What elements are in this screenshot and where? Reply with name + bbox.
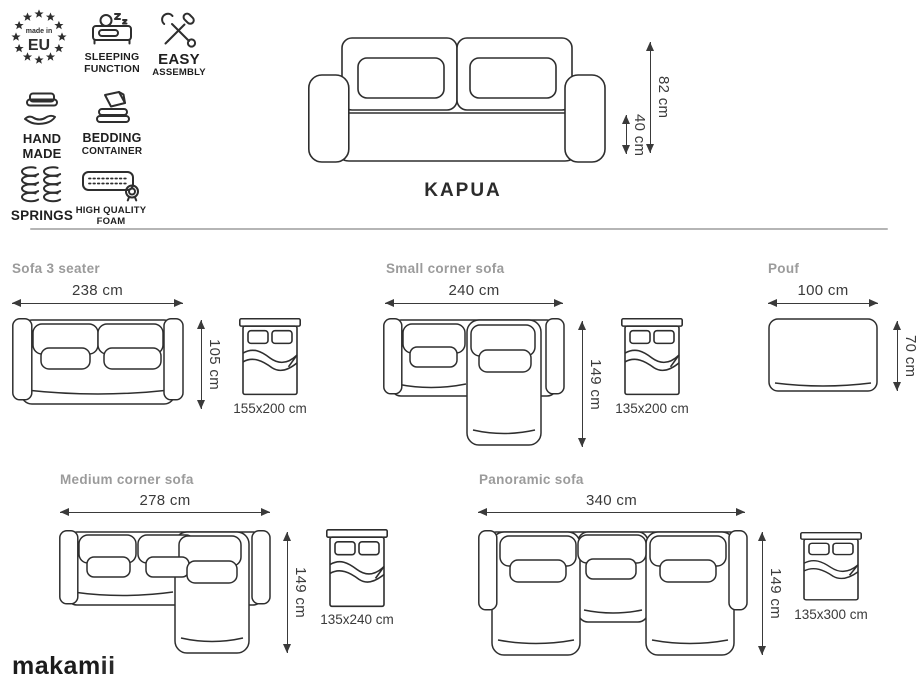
width-arrow-small-corner bbox=[385, 303, 563, 304]
width-arrow-medium-corner bbox=[60, 512, 270, 513]
bed-icon bbox=[621, 318, 683, 398]
hand-made-icon bbox=[21, 92, 63, 128]
made-in-label: made in bbox=[25, 28, 53, 35]
easy-assembly-label: EASY ASSEMBLY bbox=[152, 51, 206, 78]
width-label-pouf: 100 cm bbox=[797, 282, 849, 299]
easy-assembly-icon bbox=[160, 12, 198, 48]
sleeping-function-icon bbox=[89, 12, 135, 48]
high-quality-foam-icon bbox=[81, 168, 141, 202]
feature-made-in-eu bbox=[10, 8, 68, 66]
width-arrow-sofa-3-seater bbox=[12, 303, 183, 304]
bed-icon bbox=[239, 318, 301, 398]
small-corner-sofa-top-view bbox=[383, 318, 565, 447]
bed-size-medium-corner: 135x240 cm bbox=[320, 612, 394, 627]
pouf-top-view bbox=[768, 318, 878, 393]
panoramic-sofa-top-view bbox=[478, 530, 748, 657]
bed-size-sofa-3-seater: 155x200 cm bbox=[233, 401, 307, 416]
sleeping-function-label: SLEEPING FUNCTION bbox=[84, 51, 140, 75]
depth-arrow-medium-corner bbox=[287, 532, 288, 653]
width-label-panoramic: 340 cm bbox=[586, 492, 637, 509]
feature-bedding-container bbox=[80, 90, 144, 157]
width-label-medium-corner: 278 cm bbox=[139, 492, 191, 509]
springs-icon bbox=[19, 166, 65, 204]
height-arrow bbox=[650, 42, 651, 153]
medium-corner-sofa-top-view bbox=[59, 530, 271, 655]
variant-title-pouf: Pouf bbox=[768, 261, 800, 276]
width-label-small-corner: 240 cm bbox=[448, 282, 500, 299]
variant-title-medium-corner: Medium corner sofa bbox=[60, 472, 194, 487]
made-in-eu-icon bbox=[11, 8, 67, 66]
feature-high-quality-foam bbox=[74, 168, 148, 227]
width-arrow-pouf bbox=[768, 303, 878, 304]
sofa-front-view bbox=[308, 28, 606, 164]
brand-logo bbox=[12, 652, 116, 681]
feature-springs bbox=[12, 166, 72, 223]
bedding-container-label: BEDDING CONTAINER bbox=[81, 131, 143, 158]
depth-arrow-pouf bbox=[897, 321, 898, 391]
width-label-sofa-3-seater: 238 cm bbox=[72, 282, 123, 299]
feature-hand-made bbox=[12, 92, 72, 161]
high-quality-foam-label: HIGH QUALITY FOAM bbox=[75, 205, 147, 227]
product-name: KAPUA bbox=[424, 180, 502, 201]
depth-arrow-panoramic bbox=[762, 532, 763, 655]
depth-label-medium-corner: 149 cm bbox=[292, 567, 309, 618]
width-arrow-panoramic bbox=[478, 512, 745, 513]
variant-title-small-corner: Small corner sofa bbox=[386, 261, 505, 276]
feature-sleeping-function bbox=[82, 12, 142, 76]
depth-label-pouf: 70 cm bbox=[902, 334, 919, 378]
springs-label: SPRINGS bbox=[10, 208, 74, 223]
depth-arrow-sofa-3-seater bbox=[201, 320, 202, 409]
hand-made-label: HAND MADE bbox=[22, 131, 62, 161]
seat-height-label: 40 cm bbox=[631, 113, 648, 157]
depth-label-panoramic: 149 cm bbox=[767, 568, 784, 619]
depth-arrow-small-corner bbox=[582, 321, 583, 447]
bed-icon bbox=[800, 532, 862, 603]
divider bbox=[30, 228, 888, 230]
height-label: 82 cm bbox=[655, 76, 672, 119]
sofa-3-seater-top-view bbox=[12, 318, 184, 410]
depth-label-small-corner: 149 cm bbox=[587, 358, 604, 410]
bed-icon bbox=[326, 529, 388, 610]
feature-easy-assembly bbox=[148, 12, 210, 79]
seat-height-arrow bbox=[626, 115, 627, 154]
brand-logo-suffix: ii bbox=[100, 652, 116, 680]
bed-size-panoramic: 135x300 cm bbox=[794, 607, 868, 622]
eu-label: EU bbox=[27, 37, 51, 54]
variant-title-panoramic: Panoramic sofa bbox=[479, 472, 584, 487]
variant-title-sofa-3-seater: Sofa 3 seater bbox=[12, 261, 100, 276]
brand-logo-prefix: makam bbox=[12, 652, 101, 680]
depth-label-sofa-3-seater: 105 cm bbox=[206, 339, 223, 390]
bed-size-small-corner: 135x200 cm bbox=[615, 401, 689, 416]
bedding-container-icon bbox=[92, 90, 132, 128]
